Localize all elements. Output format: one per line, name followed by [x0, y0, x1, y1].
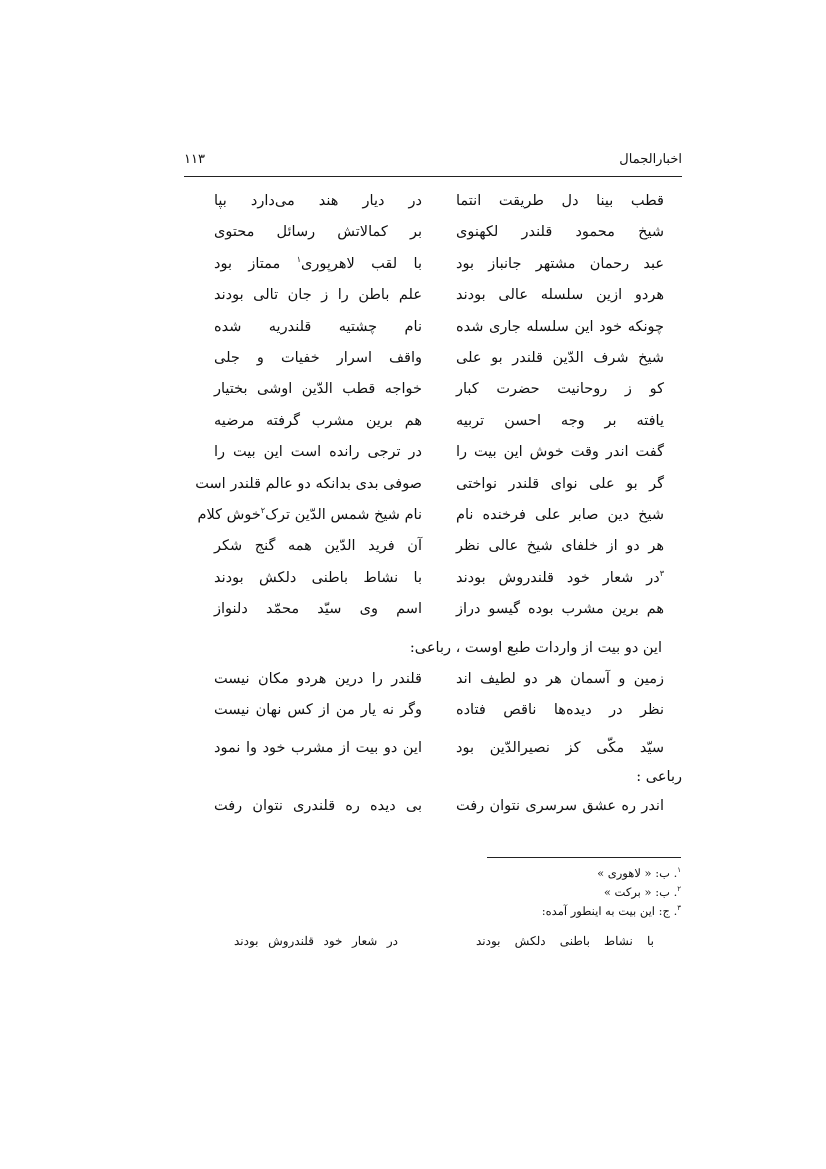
hemistich-second: در ترجی رانده است این بیت را: [214, 444, 422, 461]
verse-row: [184, 249, 664, 280]
hemistich-first: زمین و آسمان هر دو لطیف اند: [456, 671, 664, 687]
verse-row: [184, 343, 664, 374]
verse-row: [184, 500, 664, 531]
ruba-verse-block: [184, 664, 664, 727]
hemistich-second: [197, 500, 422, 531]
hemistich-second: خواجه قطب الدّین اوشی بختیار: [214, 381, 422, 398]
hemistich-first: یافته بر وجه احسن تربیه: [456, 412, 664, 429]
footnote-number: ۱: [677, 866, 681, 875]
ruba-intro: این دو بیت از واردات طبع اوست ، رباعی:: [409, 640, 662, 656]
verse-row: [184, 594, 664, 625]
hemistich-second: وگر نه یار من از کس نهان نیست: [214, 702, 422, 719]
hemistich-text-cont: خوش کلام: [197, 506, 261, 523]
hemistich-second: بی دیده ره قلندری نتوان رفت: [214, 798, 422, 814]
hemistich-text: با لقب لاهرپوری: [300, 255, 422, 272]
hemistich-second: صوفی بدی بدانکه دو عالم قلندر است: [195, 475, 422, 492]
hemistich-first: هردو ازین سلسله عالی بودند: [456, 287, 664, 304]
verse-row: [184, 791, 664, 822]
hemistich-first: شیخ شرف الدّین قلندر بو علی: [456, 349, 664, 366]
hemistich-first: هر دو از خلفای شیخ عالی نظر: [456, 538, 664, 555]
hemistich-first: شیخ محمود قلندر لکهنوی: [456, 224, 664, 241]
footnote-item: [221, 883, 681, 902]
footnote-marker: ۳: [659, 568, 664, 578]
book-title: اخبارالجمال: [619, 152, 682, 167]
verse-row: [184, 563, 664, 594]
footnote-text: . ب: « برکت »: [603, 885, 678, 899]
running-header: [184, 150, 682, 177]
hemistich-text-cont: ممتاز بود: [214, 255, 297, 272]
verse-row: [184, 695, 664, 726]
verse-row: [184, 531, 664, 562]
page-number: ۱۱۳: [184, 152, 205, 167]
verse-row: [184, 406, 664, 437]
hemistich-first: شیخ دین صابر علی فرخنده نام: [456, 506, 664, 523]
verse-row: [184, 437, 664, 468]
verse-row: [184, 733, 664, 764]
hemistich-second: نام چشتیه قلندریه شده: [214, 318, 422, 335]
verse-row: [184, 312, 664, 343]
verse-block: [184, 186, 664, 625]
footnote-text: . ج: این بیت به اینطور آمده:: [541, 904, 678, 918]
hemistich-first: [456, 563, 664, 594]
footnote-separator: [487, 857, 681, 858]
hemistich-second: [214, 249, 422, 280]
verse-row: [184, 469, 664, 500]
hemistich-first: گفت اندر وقت خوش این بیت را: [456, 444, 664, 461]
hemistich-second: آن فرید الدّین همه گنج شکر: [214, 538, 422, 555]
mid-verse-block: [184, 733, 664, 764]
hemistich-second: در دیار هند می‌دارد بپا: [214, 193, 422, 209]
hemistich-first: هم برین مشرب بوده گیسو دراز: [456, 601, 664, 618]
footnotes: [221, 864, 681, 921]
verse-row: [184, 280, 664, 311]
footnote-text: . ب: « لاهوری »: [597, 866, 678, 880]
footnote-hemistich-second: در شعار خود قلندروش بودند: [234, 934, 398, 948]
verse-row: [184, 374, 664, 405]
hemistich-text: در شعار خود قلندروش بودند: [456, 569, 660, 586]
hemistich-second: واقف اسرار خفیات و جلی: [214, 349, 422, 366]
verse-row: [184, 664, 664, 695]
hemistich-second: با نشاط باطنی دلکش بودند: [214, 569, 422, 586]
hemistich-first: گر بو علی نوای قلندر نواختی: [456, 475, 664, 492]
hemistich-first: چونکه خود این سلسله جاری شده: [456, 318, 664, 335]
hemistich-first: سیّد مکّی کز نصیرالدّین بود: [456, 740, 664, 756]
hemistich-second: علم باطن را ز جان تالی بودند: [214, 287, 422, 304]
hemistich-first: اندر ره عشق سرسری نتوان رفت: [456, 798, 664, 814]
verse-row: [184, 217, 664, 248]
hemistich-second: هم برین مشرب گرفته مرضیه: [214, 412, 422, 429]
footnote-marker: ۱: [296, 254, 301, 264]
footnote-marker: ۲: [260, 506, 266, 516]
footnote-item: [221, 864, 681, 883]
footnote-hemistich-first: با نشاط باطنی دلکش بودند: [476, 934, 654, 948]
hemistich-second: این دو بیت از مشرب خود وا نمود: [214, 740, 422, 756]
hemistich-second: قلندر را درین هردو مکان نیست: [214, 671, 422, 687]
hemistich-first: کو ز روحانیت حضرت کبار: [456, 381, 664, 398]
footnote-item: [221, 902, 681, 921]
hemistich-second: اسم وی سیّد محمّد دلنواز: [214, 601, 422, 618]
ruba-label: رباعی :: [636, 769, 682, 785]
hemistich-second: بر کمالاتش رسائل محتوی: [214, 224, 422, 241]
hemistich-first: نظر در دیده‌ها ناقص فتاده: [456, 702, 664, 719]
last-verse-block: [184, 791, 664, 822]
footnote-number: ۳: [677, 904, 681, 913]
footnote-number: ۲: [677, 885, 681, 894]
hemistich-first: قطب بینا دل طریقت انتما: [456, 193, 664, 209]
hemistich-first: عبد رحمان مشتهر جانباز بود: [456, 255, 664, 272]
verse-row: [184, 186, 664, 217]
hemistich-text: نام شیخ شمس الدّین ترک: [265, 506, 422, 523]
